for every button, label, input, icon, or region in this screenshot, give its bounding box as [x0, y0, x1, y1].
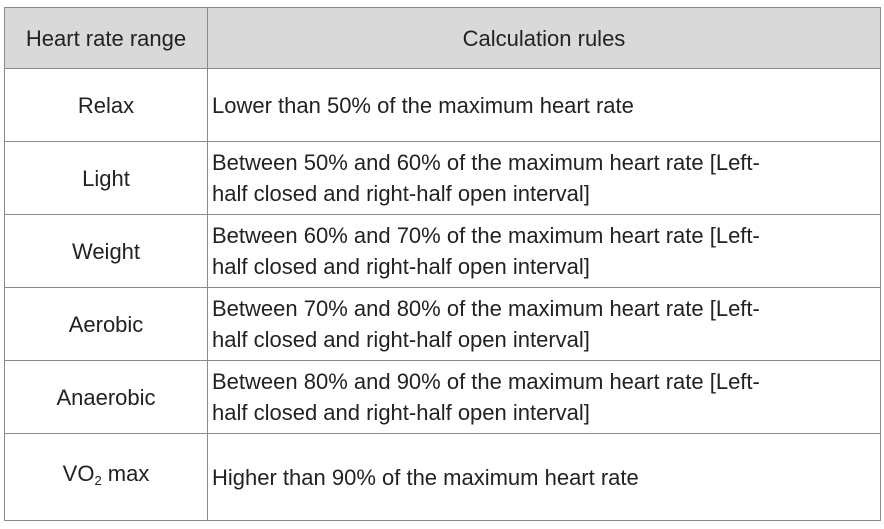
table-row — [5, 215, 881, 288]
range-cell: Relax — [5, 69, 208, 142]
range-prefix: VO — [62, 461, 95, 486]
rule-line: Between 50% and 60% of the maximum heart rate [Left- — [212, 150, 760, 175]
range-cell — [5, 434, 208, 521]
range-cell: Light — [5, 142, 208, 215]
range-cell: Weight — [5, 215, 208, 288]
rule-cell: Lower than 50% of the maximum heart rate — [208, 69, 881, 142]
rule-line: Between 70% and 80% of the maximum heart rate [Left- — [212, 296, 760, 321]
rule-cell — [208, 288, 881, 361]
rule-cell — [208, 142, 881, 215]
rule-line: half closed and right-half open interval] — [212, 181, 590, 206]
header-calculation-rules: Calculation rules — [208, 8, 881, 69]
range-cell: Anaerobic — [5, 361, 208, 434]
rule-line: Between 60% and 70% of the maximum heart rate [Left- — [212, 223, 760, 248]
rule-cell — [208, 361, 881, 434]
range-cell: Aerobic — [5, 288, 208, 361]
heart-rate-table — [4, 7, 881, 521]
table-row — [5, 142, 881, 215]
rule-line: half closed and right-half open interval] — [212, 327, 590, 352]
table-row — [5, 361, 881, 434]
rule-line: half closed and right-half open interval] — [212, 400, 590, 425]
rule-line: Between 80% and 90% of the maximum heart rate [Left- — [212, 369, 760, 394]
table-header-row — [5, 8, 881, 69]
range-subscript: 2 — [94, 473, 102, 488]
table-row — [5, 434, 881, 521]
table-row — [5, 69, 881, 142]
rule-cell — [208, 215, 881, 288]
heart-rate-table-container — [4, 7, 880, 521]
rule-cell: Higher than 90% of the maximum heart rate — [208, 434, 881, 521]
range-suffix: max — [101, 461, 150, 486]
rule-line: half closed and right-half open interval] — [212, 254, 590, 279]
table-row — [5, 288, 881, 361]
header-heart-rate-range: Heart rate range — [5, 8, 208, 69]
